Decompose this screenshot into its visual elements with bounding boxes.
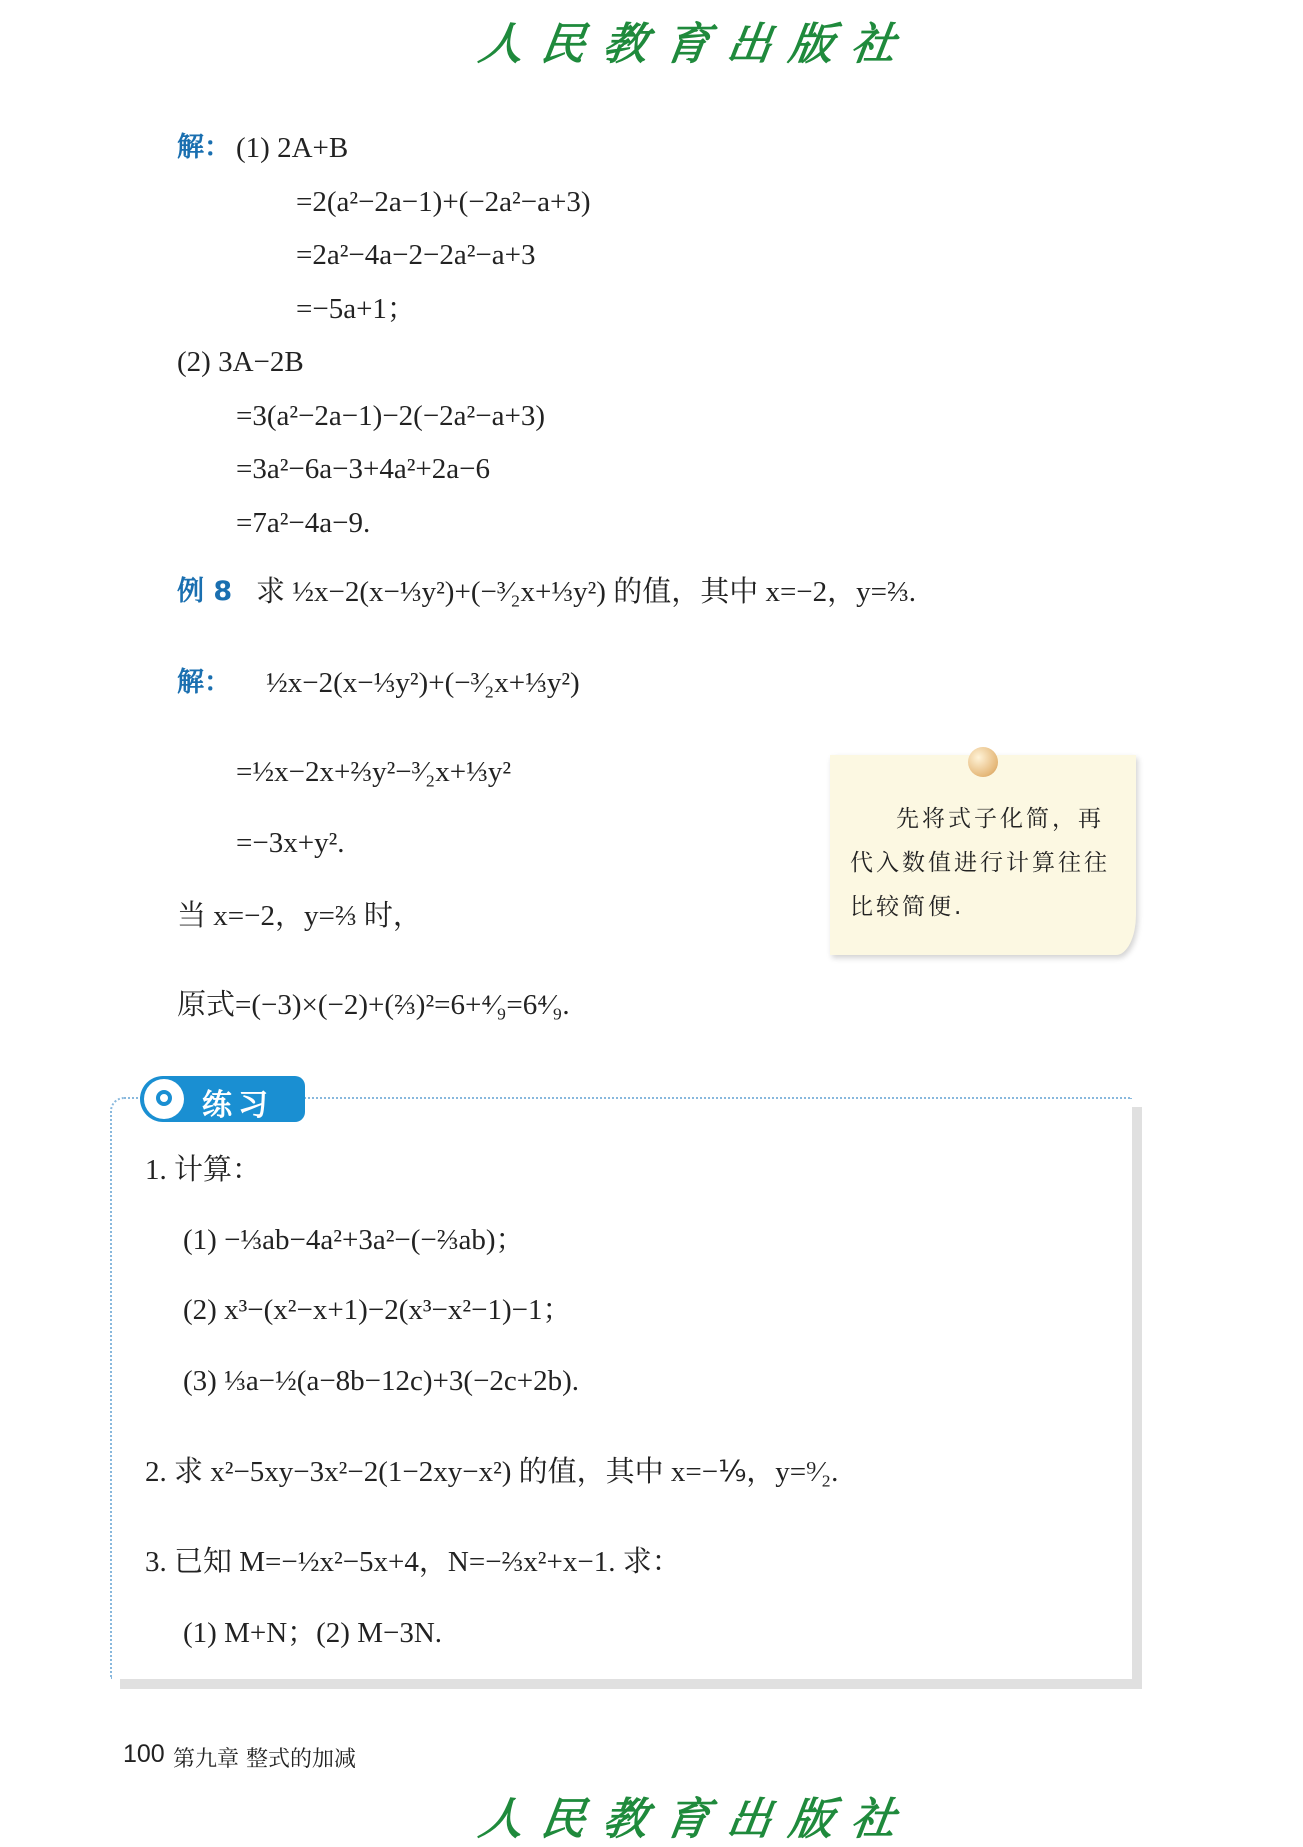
solution1-line-4: =−5a+1； xyxy=(296,293,416,325)
exercise-item-1-3: (3) ⅓a−½(a−8b−12c)+3(−2c+2b). xyxy=(183,1365,580,1397)
solution2-line-5: 原式=(−3)×(−2)+(⅔)²=6+⁴⁄₉=6⁴⁄₉. xyxy=(177,989,570,1021)
solution1-line-3: =2a²−4a−2−2a²−a+3 xyxy=(296,239,536,271)
solution1-line-7: =3a²−6a−3+4a²+2a−6 xyxy=(236,453,491,485)
exercise-item-3-1: (1) M+N；(2) M−3N. xyxy=(183,1617,443,1649)
example-label: 例 8 xyxy=(177,576,233,607)
solution1-line-8: =7a²−4a−9. xyxy=(236,507,371,539)
exercise-tab-label: 练习 xyxy=(202,1088,274,1123)
solution2-line-4: 当 x=−2，y=⅔ 时， xyxy=(177,900,422,932)
solution1-line-6: =3(a²−2a−1)−2(−2a²−a+3) xyxy=(236,400,545,432)
solution2-line-2: =½x−2x+⅔y²−³⁄₂x+⅓y² xyxy=(236,756,512,788)
exercise-item-1-1: (1) −⅓ab−4a²+3a²−(−⅔ab)； xyxy=(183,1224,525,1256)
tip-note xyxy=(830,755,1136,955)
publisher-seal-top: 人民教育出版社 xyxy=(475,19,917,70)
solution-label-2: 解： xyxy=(177,667,231,698)
page-number: 100 xyxy=(123,1740,165,1768)
pushpin-icon xyxy=(968,747,998,777)
chapter-title: 第九章 整式的加减 xyxy=(173,1747,356,1772)
tip-note-text: 先将式子化简，再代入数值进行计算往往比较简便. xyxy=(850,806,1110,920)
exercise-item-1: 1. 计算： xyxy=(145,1154,262,1186)
example-statement: 求 ½x−2(x−⅓y²)+(−³⁄₂x+⅓y²) 的值，其中 x=−2，y=⅔. xyxy=(256,576,917,608)
solution2-line-3: =−3x+y². xyxy=(236,827,345,859)
exercise-item-3: 3. 已知 M=−½x²−5x+4，N=−⅔x²+x−1. 求： xyxy=(145,1546,681,1578)
pencil-badge-icon xyxy=(144,1079,184,1119)
solution1-line-1: (1) 2A+B xyxy=(236,132,349,164)
exercise-item-2: 2. 求 x²−5xy−3x²−2(1−2xy−x²) 的值，其中 x=−⅑，y=⁹⁄₂. xyxy=(145,1456,839,1488)
exercise-tab xyxy=(140,1076,305,1122)
publisher-seal-bottom: 人民教育出版社 xyxy=(475,1794,917,1845)
solution1-line-2: =2(a²−2a−1)+(−2a²−a+3) xyxy=(296,186,591,218)
solution2-line-1: ½x−2(x−⅓y²)+(−³⁄₂x+⅓y²) xyxy=(266,667,580,699)
exercise-item-1-2: (2) x³−(x²−x+1)−2(x³−x²−1)−1； xyxy=(183,1294,572,1326)
solution-label-1: 解： xyxy=(177,132,231,163)
solution1-line-5: (2) 3A−2B xyxy=(177,346,304,378)
